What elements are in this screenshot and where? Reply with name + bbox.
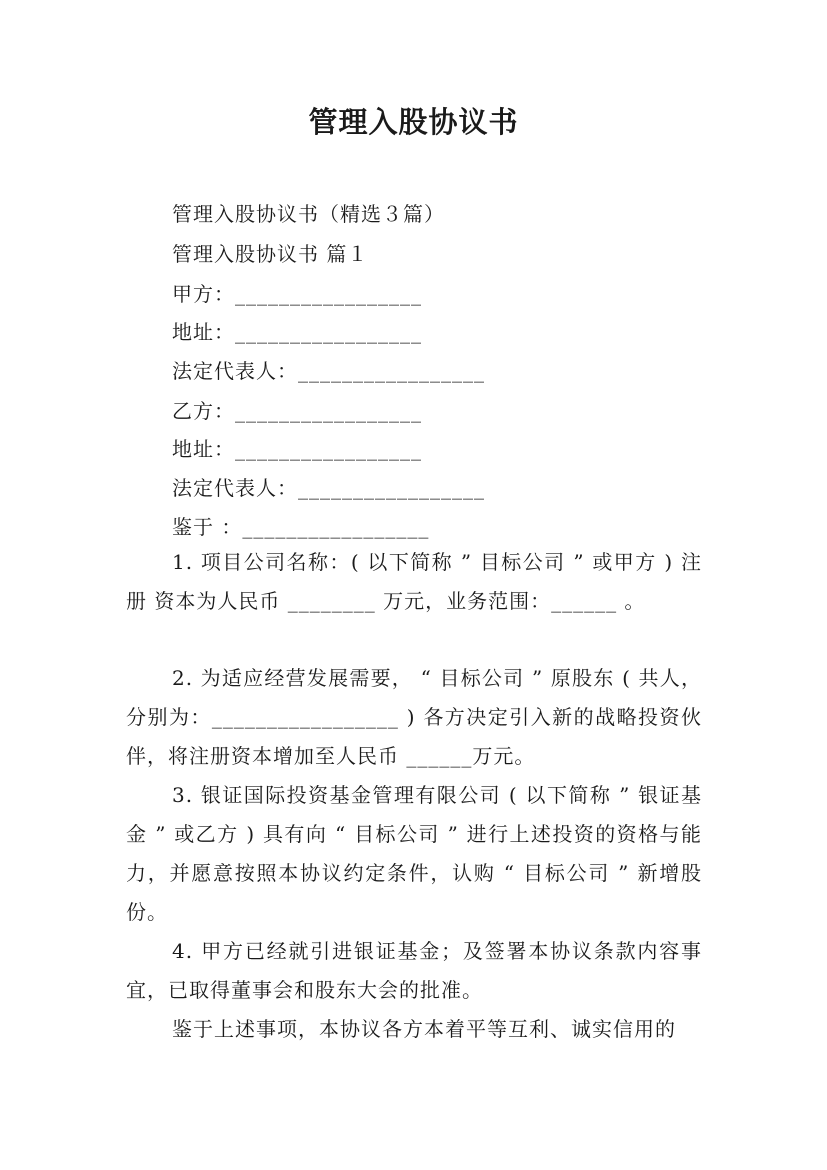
party-b-representative-field: 法定代表人：_________________ bbox=[172, 476, 485, 500]
recital-paragraph: 鉴于上述事项，本协议各方本着平等互利、诚实信用的 bbox=[172, 1017, 676, 1041]
party-a-address-field: 地址：_________________ bbox=[172, 320, 422, 344]
party-a-representative-field: 法定代表人：_________________ bbox=[172, 359, 485, 383]
party-b-address-field: 地址：_________________ bbox=[172, 437, 422, 461]
section-heading: 管理入股协议书 篇１ bbox=[172, 242, 369, 266]
document-subtitle: 管理入股协议书（精选３篇） bbox=[172, 202, 445, 226]
clause-4: 4. 甲方已经就引进银证基金；及签署本协议条款内容事宜，已取得董事会和股东大会的批准。 bbox=[126, 939, 702, 1002]
clause-3: 3. 银证国际投资基金管理有限公司 ( 以下简称 ” 银证基金 ” 或乙方 ) 具有向 “ 目标公司 ” 进行上述投资的资格与能力，并愿意按照本协议约定条件，认购 “ 目标公司 ” 新增股份。 bbox=[126, 783, 702, 924]
whereas-field: 鉴于 ：_________________ bbox=[172, 515, 430, 539]
party-a-field: 甲方：_________________ bbox=[172, 282, 422, 306]
clause-2: 2. 为适应经营发展需要， “ 目标公司 ” 原股东 ( 共人，分别为：_________________ ) 各方决定引入新的战略投资伙伴，将注册资本增加至人民币 ______万元。 bbox=[126, 666, 702, 768]
party-b-field: 乙方：_________________ bbox=[172, 399, 422, 423]
document-title: 管理入股协议书 bbox=[308, 105, 519, 139]
clause-1: 1. 项目公司名称：( 以下简称 ” 目标公司 ” 或甲方 ) 注册 资本为人民币 ________ 万元，业务范围：______ 。 bbox=[126, 550, 702, 613]
